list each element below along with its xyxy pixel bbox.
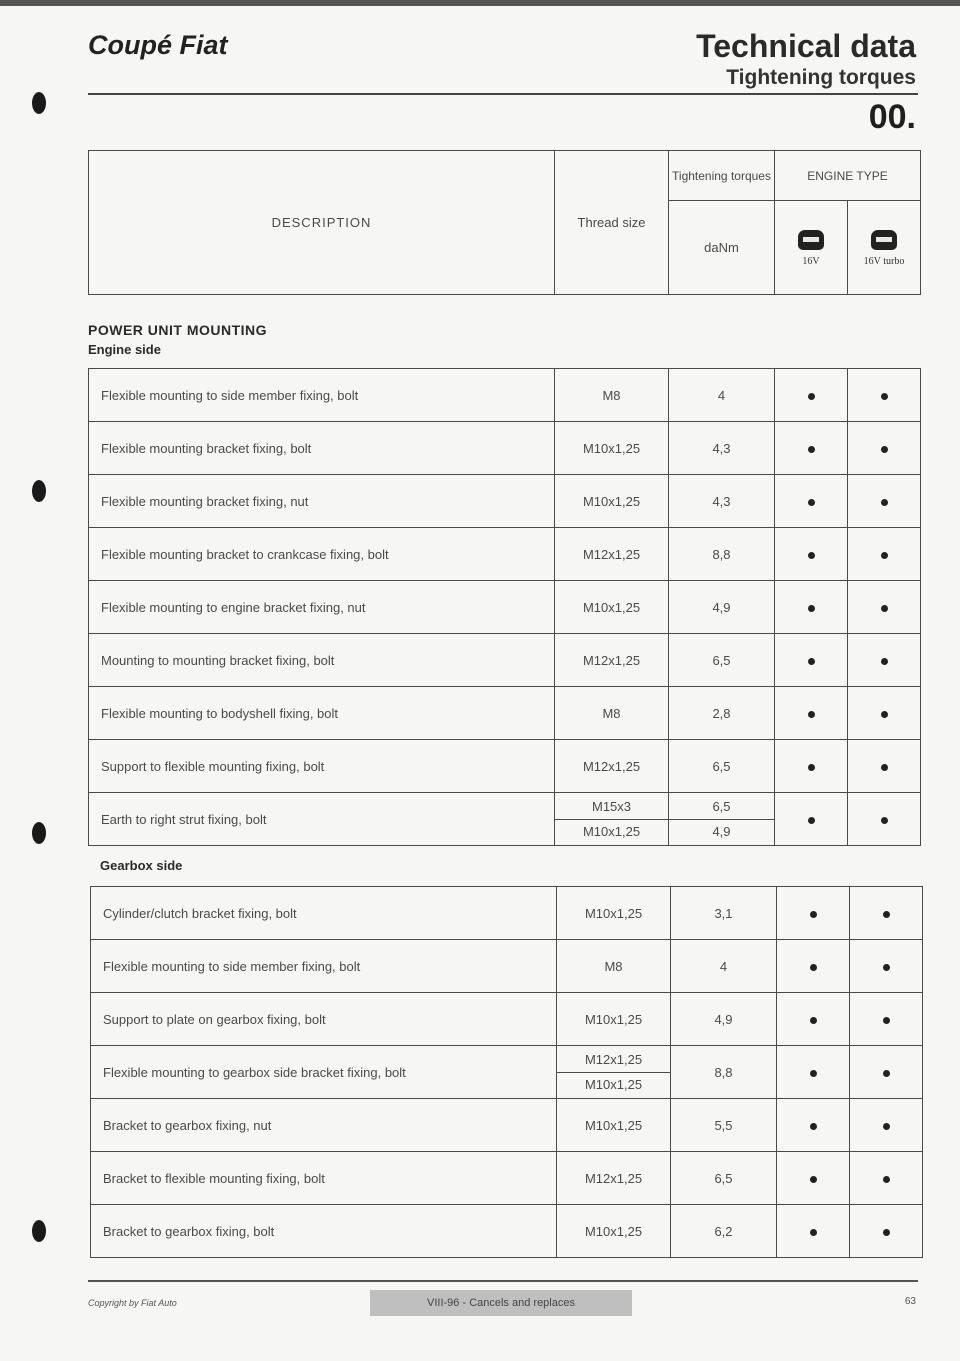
engine-16v-applicability-cell (775, 740, 848, 793)
bullet-icon (810, 1123, 817, 1130)
engine-16v-turbo-applicability-cell (850, 1152, 923, 1205)
table-row (91, 940, 923, 993)
engine-16v-turbo-applicability-cell (848, 475, 921, 528)
table-row (89, 740, 921, 793)
torque-cell: 8,8 (671, 1046, 777, 1099)
table-row (91, 887, 923, 940)
engine-16v-turbo-applicability-cell (848, 634, 921, 687)
torque-cell: 6,5 (669, 740, 775, 793)
engine-16v-applicability-cell (777, 1205, 850, 1258)
brand-title: Coupé Fiat (88, 30, 228, 60)
bullet-icon (808, 817, 815, 824)
thread-size-cell: M12x1,25 (555, 528, 669, 581)
engine-16v-applicability-cell (775, 793, 848, 846)
engine-16v-applicability-cell (775, 528, 848, 581)
top-edge-line (0, 0, 960, 6)
engine-16v-applicability-cell (775, 422, 848, 475)
table-row (91, 993, 923, 1046)
bullet-icon (883, 1176, 890, 1183)
description-cell: Bracket to gearbox fixing, bolt (91, 1205, 557, 1258)
description-cell: Support to plate on gearbox fixing, bolt (91, 993, 557, 1046)
engine-16v-turbo-applicability-cell (850, 1205, 923, 1258)
revision-stamp: VIII-96 - Cancels and replaces (370, 1290, 632, 1316)
tightening-torques-header: Tightening torques (669, 151, 775, 201)
unit-header: daNm (669, 201, 775, 295)
section-subtitle-gearbox: Gearbox side (100, 858, 183, 873)
binder-hole-icon (32, 1220, 46, 1242)
torque-cell: 6,5 (669, 634, 775, 687)
description-cell: Flexible mounting to side member fixing, bolt (89, 369, 555, 422)
torque-cell: 4 (669, 369, 775, 422)
bullet-icon (808, 552, 815, 559)
thread-size-cell: M10x1,25 (555, 422, 669, 475)
table-row (91, 1099, 923, 1152)
thread-size-cell: M8 (555, 687, 669, 740)
thread-size-cell: M10x1,25 (557, 1099, 671, 1152)
thread-size-cell-value: M15x3 (591, 798, 632, 814)
description-cell: Cylinder/clutch bracket fixing, bolt (91, 887, 557, 940)
thread-size-cell: M12x1,25 (555, 634, 669, 687)
copyright-note: Copyright by Fiat Auto (88, 1298, 177, 1308)
thread-size-cell-value: M12x1,25 (584, 1051, 643, 1067)
thread-size-cell-value: M10x1,25 (555, 819, 668, 844)
engine-16v-turbo-label: 16V turbo (863, 256, 905, 267)
engine-16v-applicability-cell (775, 634, 848, 687)
table-row (89, 528, 921, 581)
thread-size-cell: M10x1,25 (557, 887, 671, 940)
engine-16v-turbo-applicability-cell (850, 887, 923, 940)
engine-16v-applicability-cell (777, 1152, 850, 1205)
bullet-icon (883, 911, 890, 918)
description-cell: Support to flexible mounting fixing, bolt (89, 740, 555, 793)
bullet-icon (881, 552, 888, 559)
table-row (91, 1046, 923, 1099)
description-cell: Flexible mounting to bodyshell fixing, bolt (89, 687, 555, 740)
page-title: Technical data (696, 28, 916, 64)
engine-16v-turbo-header (848, 201, 921, 295)
engine-side-table (88, 368, 921, 846)
bullet-icon (810, 1229, 817, 1236)
table-row (89, 422, 921, 475)
bullet-icon (808, 658, 815, 665)
thread-size-cell (557, 1046, 671, 1099)
description-cell: Bracket to flexible mounting fixing, bolt (91, 1152, 557, 1205)
torque-cell: 5,5 (671, 1099, 777, 1152)
binder-hole-icon (32, 92, 46, 114)
torque-cell: 4,9 (669, 581, 775, 634)
engine-16v-turbo-applicability-cell (850, 940, 923, 993)
thread-size-cell-value: M10x1,25 (557, 1072, 670, 1097)
bullet-icon (808, 605, 815, 612)
bullet-icon (808, 446, 815, 453)
engine-16v-applicability-cell (777, 1099, 850, 1152)
engine-16v-turbo-applicability-cell (850, 1099, 923, 1152)
header-rule (88, 93, 918, 95)
thread-size-cell: M10x1,25 (555, 475, 669, 528)
bullet-icon (808, 393, 815, 400)
description-cell: Flexible mounting to side member fixing, bolt (91, 940, 557, 993)
description-header: DESCRIPTION (89, 151, 555, 295)
page-number: 63 (904, 1296, 916, 1307)
torque-cell: 8,8 (669, 528, 775, 581)
torque-cell-value: 6,5 (712, 798, 731, 814)
engine-16v-turbo-applicability-cell (848, 528, 921, 581)
engine-type-header: ENGINE TYPE (775, 151, 921, 201)
description-cell: Flexible mounting to gearbox side bracket fixing, bolt (91, 1046, 557, 1099)
engine-16v-turbo-applicability-cell (850, 993, 923, 1046)
thread-size-cell (555, 793, 669, 846)
engine-16v-applicability-cell (775, 475, 848, 528)
page-subtitle: Tightening torques (726, 66, 916, 89)
footer-rule (88, 1280, 918, 1282)
engine-16v-turbo-applicability-cell (848, 369, 921, 422)
bullet-icon (810, 1176, 817, 1183)
torque-cell: 4,9 (671, 993, 777, 1046)
bullet-icon (881, 393, 888, 400)
bullet-icon (810, 1070, 817, 1077)
bullet-icon (808, 764, 815, 771)
engine-16v-turbo-applicability-cell (848, 581, 921, 634)
section-title: POWER UNIT MOUNTING (88, 322, 268, 338)
thread-size-cell: M10x1,25 (557, 1205, 671, 1258)
bullet-icon (881, 817, 888, 824)
bullet-icon (808, 499, 815, 506)
engine-16v-applicability-cell (777, 887, 850, 940)
table-row (89, 475, 921, 528)
bullet-icon (881, 446, 888, 453)
bullet-icon (881, 658, 888, 665)
engine-16v-turbo-applicability-cell (848, 687, 921, 740)
table-row (91, 1205, 923, 1258)
section-subtitle-engine: Engine side (88, 342, 161, 357)
torque-cell: 4,3 (669, 422, 775, 475)
bullet-icon (881, 764, 888, 771)
bullet-icon (881, 605, 888, 612)
description-cell: Bracket to gearbox fixing, nut (91, 1099, 557, 1152)
bullet-icon (883, 1017, 890, 1024)
description-cell: Mounting to mounting bracket fixing, bolt (89, 634, 555, 687)
engine-16v-applicability-cell (775, 369, 848, 422)
thread-size-cell: M12x1,25 (557, 1152, 671, 1205)
table-row (91, 1152, 923, 1205)
thread-size-cell: M8 (555, 369, 669, 422)
description-cell: Flexible mounting to engine bracket fixing, nut (89, 581, 555, 634)
table-row (89, 687, 921, 740)
torque-cell-value: 4,9 (669, 819, 774, 844)
engine-16v-label: 16V (802, 256, 820, 267)
bullet-icon (883, 964, 890, 971)
thread-size-cell: M10x1,25 (557, 993, 671, 1046)
engine-16v-turbo-applicability-cell (848, 793, 921, 846)
description-cell: Flexible mounting bracket to crankcase fixing, bolt (89, 528, 555, 581)
section-number: 00. (868, 98, 916, 136)
torque-cell: 4 (671, 940, 777, 993)
engine-16v-applicability-cell (775, 687, 848, 740)
thread-size-header: Thread size (555, 151, 669, 295)
table-row (89, 369, 921, 422)
engine-block-icon (796, 228, 826, 254)
binder-hole-icon (32, 822, 46, 844)
bullet-icon (883, 1070, 890, 1077)
description-cell: Flexible mounting bracket fixing, nut (89, 475, 555, 528)
thread-size-cell: M10x1,25 (555, 581, 669, 634)
bullet-icon (810, 964, 817, 971)
torque-cell: 3,1 (671, 887, 777, 940)
engine-16v-turbo-applicability-cell (848, 740, 921, 793)
description-cell: Flexible mounting bracket fixing, bolt (89, 422, 555, 475)
engine-block-turbo-icon (869, 228, 899, 254)
column-header-table (88, 150, 921, 295)
table-row (89, 634, 921, 687)
table-row (89, 793, 921, 846)
bullet-icon (810, 1017, 817, 1024)
torque-cell: 2,8 (669, 687, 775, 740)
engine-16v-turbo-applicability-cell (848, 422, 921, 475)
engine-16v-applicability-cell (775, 581, 848, 634)
torque-cell (669, 793, 775, 846)
torque-cell: 4,3 (669, 475, 775, 528)
thread-size-cell: M12x1,25 (555, 740, 669, 793)
torque-cell: 6,5 (671, 1152, 777, 1205)
description-cell: Earth to right strut fixing, bolt (89, 793, 555, 846)
bullet-icon (883, 1123, 890, 1130)
engine-16v-applicability-cell (777, 993, 850, 1046)
engine-16v-applicability-cell (777, 1046, 850, 1099)
table-row (89, 581, 921, 634)
torque-cell: 6,2 (671, 1205, 777, 1258)
bullet-icon (808, 711, 815, 718)
gearbox-side-table (90, 886, 923, 1258)
engine-16v-applicability-cell (777, 940, 850, 993)
thread-size-cell: M8 (557, 940, 671, 993)
bullet-icon (883, 1229, 890, 1236)
engine-16v-turbo-applicability-cell (850, 1046, 923, 1099)
binder-hole-icon (32, 480, 46, 502)
bullet-icon (881, 711, 888, 718)
engine-16v-header (775, 201, 848, 295)
bullet-icon (881, 499, 888, 506)
bullet-icon (810, 911, 817, 918)
